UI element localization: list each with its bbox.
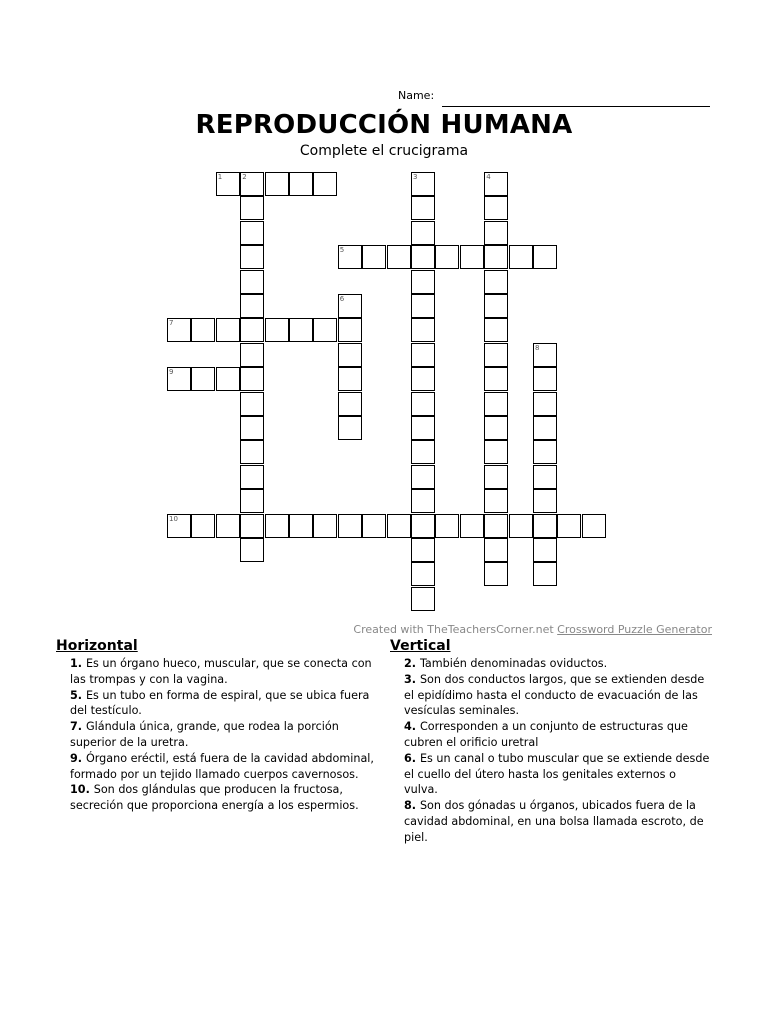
clue-item-number: 4. [404, 720, 417, 734]
crossword-cell[interactable] [411, 562, 435, 586]
crossword-cell[interactable] [289, 318, 313, 342]
crossword-cell[interactable] [435, 514, 459, 538]
credit-text: Created with TheTeachersCorner.net [353, 623, 558, 636]
crossword-cell[interactable] [411, 367, 435, 391]
crossword-cell[interactable] [533, 538, 557, 562]
crossword-cell[interactable] [533, 416, 557, 440]
crossword-cell[interactable] [484, 416, 508, 440]
crossword-cell[interactable] [240, 270, 264, 294]
crossword-cell[interactable] [313, 318, 337, 342]
crossword-cell[interactable] [240, 221, 264, 245]
crossword-cell[interactable] [533, 367, 557, 391]
crossword-cell[interactable] [411, 245, 435, 269]
crossword-cell[interactable] [240, 440, 264, 464]
crossword-cell[interactable] [240, 245, 264, 269]
crossword-cell[interactable] [484, 440, 508, 464]
crossword-cell[interactable] [411, 270, 435, 294]
clue-item-text: Son dos glándulas que producen la fructosa, secreción que proporciona energía a los espermios. [70, 783, 359, 813]
clue-item [404, 751, 710, 798]
crossword-cell[interactable] [265, 514, 289, 538]
crossword-cell[interactable] [240, 489, 264, 513]
crossword-cell[interactable] [484, 538, 508, 562]
name-label: Name: [398, 89, 435, 102]
crossword-cell[interactable] [484, 562, 508, 586]
crossword-cell[interactable] [411, 587, 435, 611]
crossword-cell[interactable] [533, 562, 557, 586]
crossword-cell[interactable] [484, 172, 508, 196]
crossword-cell[interactable] [338, 245, 362, 269]
clue-number: 6 [339, 295, 345, 303]
crossword-cell[interactable] [338, 294, 362, 318]
clue-item-number: 10. [70, 783, 90, 797]
crossword-cell[interactable] [240, 172, 264, 196]
crossword-cell[interactable] [191, 367, 215, 391]
crossword-cell[interactable] [216, 172, 240, 196]
crossword-cell[interactable] [509, 514, 533, 538]
crossword-cell[interactable] [582, 514, 606, 538]
crossword-cell[interactable] [265, 172, 289, 196]
crossword-cell[interactable] [240, 392, 264, 416]
clue-number: 7 [169, 319, 174, 328]
clue-item [70, 751, 378, 783]
crossword-cell[interactable] [533, 343, 557, 367]
clue-number: 10 [169, 514, 178, 523]
crossword-cell[interactable] [338, 392, 362, 416]
clue-item [404, 656, 710, 672]
vertical-heading: Vertical [390, 638, 451, 654]
vertical-clues [404, 656, 710, 846]
horizontal-clues [70, 656, 378, 814]
crossword-cell[interactable] [387, 514, 411, 538]
horizontal-heading: Horizontal [56, 638, 138, 654]
crossword-cell[interactable] [240, 514, 264, 538]
clue-item-text: Glándula única, grande, que rodea la porción superior de la uretra. [70, 720, 339, 749]
crossword-cell[interactable] [362, 514, 386, 538]
clue-item-text: También denominadas oviductos. [419, 657, 608, 670]
clue-item-number: 5. [70, 688, 83, 702]
crossword-cell[interactable] [240, 416, 264, 440]
generator-link[interactable]: Crossword Puzzle Generator [557, 623, 712, 636]
crossword-cell[interactable] [411, 465, 435, 489]
crossword-cell[interactable] [484, 221, 508, 245]
crossword-cell[interactable] [216, 318, 240, 342]
crossword-cell[interactable] [460, 245, 484, 269]
crossword-cell[interactable] [484, 392, 508, 416]
crossword-cell[interactable] [338, 343, 362, 367]
crossword-cell[interactable] [557, 514, 581, 538]
generator-credit [353, 623, 712, 636]
clue-item-number: 9. [70, 751, 83, 765]
crossword-cell[interactable] [435, 245, 459, 269]
clue-number: 8 [535, 343, 540, 352]
worksheet-title: REPRODUCCIÓN HUMANA [195, 110, 573, 140]
clue-item [70, 656, 378, 688]
crossword-cell[interactable] [411, 318, 435, 342]
crossword-cell[interactable] [484, 196, 508, 220]
crossword-cell[interactable] [484, 343, 508, 367]
clue-item [404, 719, 710, 751]
crossword-cell[interactable] [411, 538, 435, 562]
crossword-cell[interactable] [484, 514, 508, 538]
crossword-cell[interactable] [167, 514, 191, 538]
clue-item-text: Son dos conductos largos, que se extienden desde el epidídimo hasta el conducto de evacuación de las vesículas seminales. [404, 672, 705, 718]
crossword-cell[interactable] [533, 514, 557, 538]
crossword-cell[interactable] [240, 294, 264, 318]
crossword-cell[interactable] [484, 465, 508, 489]
clue-item-text: Órgano eréctil, está fuera de la cavidad abdominal, formado por un tejido llamado cuerpos cavernosos. [70, 751, 374, 781]
crossword-cell[interactable] [338, 514, 362, 538]
crossword-cell[interactable] [338, 367, 362, 391]
worksheet-subtitle: Complete el crucigrama [299, 143, 469, 159]
clue-item-text: Corresponden a un conjunto de estructuras que cubren el orificio uretral [404, 720, 688, 749]
crossword-cell[interactable] [533, 245, 557, 269]
clue-number: 9 [169, 368, 174, 377]
crossword-cell[interactable] [411, 489, 435, 513]
crossword-cell[interactable] [411, 343, 435, 367]
crossword-cell[interactable] [240, 343, 264, 367]
crossword-cell[interactable] [411, 221, 435, 245]
clue-item [404, 672, 710, 719]
crossword-cell[interactable] [509, 245, 533, 269]
clue-number: 4 [486, 173, 491, 181]
crossword-cell[interactable] [240, 196, 264, 220]
clue-number: 3 [413, 173, 418, 181]
crossword-cell[interactable] [533, 392, 557, 416]
clue-item-number: 7. [70, 720, 83, 734]
crossword-cell[interactable] [313, 172, 337, 196]
crossword-cell[interactable] [216, 367, 240, 391]
clue-number: 2 [242, 173, 247, 181]
crossword-cell[interactable] [533, 489, 557, 513]
crossword-cell[interactable] [411, 392, 435, 416]
clue-item-text: Son dos gónadas u órganos, ubicados fuera de la cavidad abdominal, en una bolsa llamada escroto, de piel. [404, 799, 704, 844]
crossword-cell[interactable] [484, 270, 508, 294]
clue-item-number: 2. [404, 657, 417, 670]
crossword-cell[interactable] [484, 489, 508, 513]
clue-item [70, 688, 378, 720]
crossword-cell[interactable] [289, 514, 313, 538]
crossword-cell[interactable] [265, 318, 289, 342]
clue-item-number: 3. [404, 672, 417, 686]
crossword-cell[interactable] [191, 514, 215, 538]
crossword-cell[interactable] [484, 294, 508, 318]
crossword-cell[interactable] [533, 465, 557, 489]
crossword-cell[interactable] [240, 465, 264, 489]
clue-item-text: Es un canal o tubo muscular que se extiende desde el cuello del útero hasta los genitales externos o vulva. [404, 751, 710, 797]
crossword-cell[interactable] [484, 245, 508, 269]
crossword-cell[interactable] [240, 538, 264, 562]
crossword-cell[interactable] [411, 294, 435, 318]
crossword-cell[interactable] [411, 514, 435, 538]
clue-number: 5 [339, 246, 345, 255]
clue-item [70, 782, 378, 814]
crossword-cell[interactable] [338, 416, 362, 440]
crossword-cell[interactable] [313, 514, 337, 538]
crossword-cell[interactable] [240, 367, 264, 391]
crossword-cell[interactable] [167, 367, 191, 391]
crossword-cell[interactable] [484, 318, 508, 342]
crossword-cell[interactable] [411, 172, 435, 196]
crossword-cell[interactable] [484, 367, 508, 391]
clue-item-text: Es un órgano hueco, muscular, que se conecta con las trompas y con la vagina. [70, 657, 372, 686]
clue-item-number: 8. [404, 799, 417, 813]
crossword-cell[interactable] [411, 440, 435, 464]
clue-item-text: Es un tubo en forma de espiral, que se ubica fuera del testículo. [70, 688, 370, 718]
crossword-cell[interactable] [338, 318, 362, 342]
crossword-cell[interactable] [411, 196, 435, 220]
crossword-cell[interactable] [240, 318, 264, 342]
crossword-cell[interactable] [362, 245, 386, 269]
crossword-cell[interactable] [216, 514, 240, 538]
crossword-cell[interactable] [533, 440, 557, 464]
crossword-cell[interactable] [191, 318, 215, 342]
clue-item-number: 1. [70, 657, 83, 670]
clue-item-number: 6. [404, 751, 417, 765]
crossword-cell[interactable] [387, 245, 411, 269]
crossword-cell[interactable] [289, 172, 313, 196]
clue-item [70, 719, 378, 751]
clue-number: 1 [217, 173, 223, 181]
crossword-cell[interactable] [167, 318, 191, 342]
clue-item [404, 798, 710, 845]
crossword-cell[interactable] [411, 416, 435, 440]
crossword-cell[interactable] [460, 514, 484, 538]
